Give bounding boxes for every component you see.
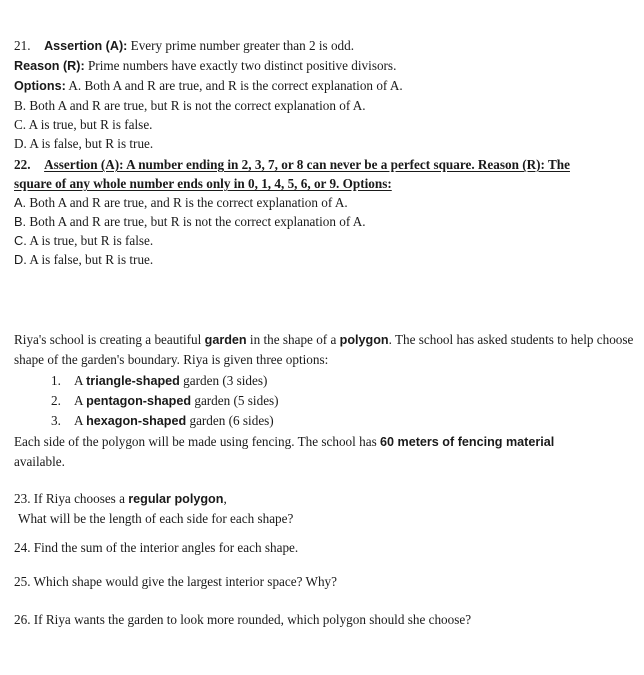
- q22-option-b-letter: B.: [14, 214, 27, 229]
- passage-emphasis-polygon: polygon: [339, 333, 389, 347]
- passage-emphasis-fencing: 60 meters of fencing material: [380, 435, 555, 449]
- q22-option-a: [14, 193, 570, 212]
- q25-number: 25.: [14, 574, 31, 589]
- passage-line-3: [14, 432, 633, 452]
- passage-line1-part1: Riya's school is creating a beautiful: [14, 332, 205, 347]
- q22-option-b: [14, 212, 570, 231]
- passage-line-2: shape of the garden's boundary. Riya is given three options:: [14, 352, 329, 367]
- list-item-emphasis: triangle-shaped: [86, 374, 180, 388]
- passage-line-1: [14, 330, 633, 350]
- question-23: [14, 489, 293, 528]
- polygon-options-list: [14, 371, 633, 431]
- q23-line1-part1: If Riya chooses a: [30, 491, 129, 506]
- q21-assertion-text: Every prime number greater than 2 is odd.: [127, 38, 355, 53]
- passage-line1-part3: . The school has asked students to help choose: [388, 332, 634, 347]
- q26-text: If Riya wants the garden to look more rounded, which polygon should she choose?: [30, 612, 472, 627]
- list-item-emphasis: pentagon-shaped: [86, 394, 192, 408]
- list-item: [14, 411, 633, 431]
- q22-option-a-text: Both A and R are true, and R is the correct explanation of A.: [26, 195, 348, 210]
- question-21: [14, 36, 403, 153]
- q21-option-a: A. Both A and R are true, and R is the correct explanation of A.: [65, 78, 403, 93]
- list-item-marker: 3.: [51, 413, 61, 428]
- q22-option-d-text: A is false, but R is true.: [26, 252, 154, 267]
- q22-stem-line-1: [14, 155, 570, 174]
- q21-option-c: C. A is true, but R is false.: [14, 117, 153, 132]
- q21-option-b: B. Both A and R are true, but R is not the correct explanation of A.: [14, 98, 366, 113]
- q21-assertion-label: Assertion (A):: [44, 39, 128, 53]
- q22-option-b-text: Both A and R are true, but R is not the correct explanation of A.: [26, 214, 366, 229]
- q21-number: 21.: [14, 38, 31, 53]
- question-26: [14, 610, 471, 629]
- q25-line: [14, 572, 337, 591]
- q22-option-d-letter: D.: [14, 252, 27, 267]
- list-item-suffix: garden (5 sides): [191, 393, 279, 408]
- q24-line: [14, 538, 298, 557]
- q21-reason-label: Reason (R):: [14, 59, 85, 73]
- q21-assertion-line: [14, 36, 403, 56]
- q24-text: Find the sum of the interior angles for each shape.: [30, 540, 299, 555]
- passage-line-4: available.: [14, 454, 65, 469]
- q21-options-line: [14, 76, 403, 96]
- list-item-emphasis: hexagon-shaped: [86, 414, 187, 428]
- list-item-suffix: garden (6 sides): [186, 413, 274, 428]
- q22-stem-text-2: square of any whole number ends only in 0, 1, 4, 5, 6, or 9. Options:: [14, 176, 392, 191]
- q21-reason-text: Prime numbers have exactly two distinct positive divisors.: [84, 58, 397, 73]
- list-item-body: [74, 371, 267, 391]
- q22-option-c: [14, 231, 570, 250]
- q23-number: 23.: [14, 491, 31, 506]
- passage-line1-part2: in the shape of a: [246, 332, 340, 347]
- q22-option-c-letter: C.: [14, 233, 27, 248]
- list-item-marker: 1.: [51, 373, 61, 388]
- list-item-marker: 2.: [51, 393, 61, 408]
- q21-reason-line: [14, 56, 403, 76]
- q23-emphasis-regular-polygon: regular polygon: [128, 492, 224, 506]
- q22-stem-text-1: Assertion (A): A number ending in 2, 3, 7, or 8 can never be a perfect square. Reason (R): The: [44, 157, 570, 172]
- q22-stem-line-2: [14, 174, 570, 193]
- question-25: [14, 572, 337, 591]
- question-22: [14, 155, 570, 269]
- q26-line: [14, 610, 471, 629]
- q24-number: 24.: [14, 540, 31, 555]
- q26-number: 26.: [14, 612, 31, 627]
- q23-line-2: What will be the length of each side for each shape?: [18, 511, 294, 526]
- list-item-prefix: A: [74, 393, 87, 408]
- list-item-prefix: A: [74, 413, 87, 428]
- garden-passage: [14, 330, 633, 472]
- list-item-body: [74, 411, 274, 431]
- q22-option-c-text: A is true, but R is false.: [26, 233, 154, 248]
- question-24: [14, 538, 298, 557]
- q21-option-d: D. A is false, but R is true.: [14, 136, 154, 151]
- list-item: [14, 391, 633, 411]
- passage-emphasis-garden: garden: [204, 333, 247, 347]
- list-item-suffix: garden (3 sides): [179, 373, 268, 388]
- q25-text: Which shape would give the largest interior space? Why?: [30, 574, 337, 589]
- q23-line1-part2: ,: [223, 491, 227, 506]
- list-item-prefix: A: [74, 373, 87, 388]
- q21-options-label: Options:: [14, 79, 66, 93]
- list-item: [14, 371, 633, 391]
- list-item-body: [74, 391, 279, 411]
- q22-option-a-letter: A.: [14, 195, 27, 210]
- passage-line3-part1: Each side of the polygon will be made using fencing. The school has: [14, 434, 380, 449]
- q23-line-1: [14, 489, 293, 509]
- q22-option-d: [14, 250, 570, 269]
- q22-number: 22.: [14, 157, 31, 172]
